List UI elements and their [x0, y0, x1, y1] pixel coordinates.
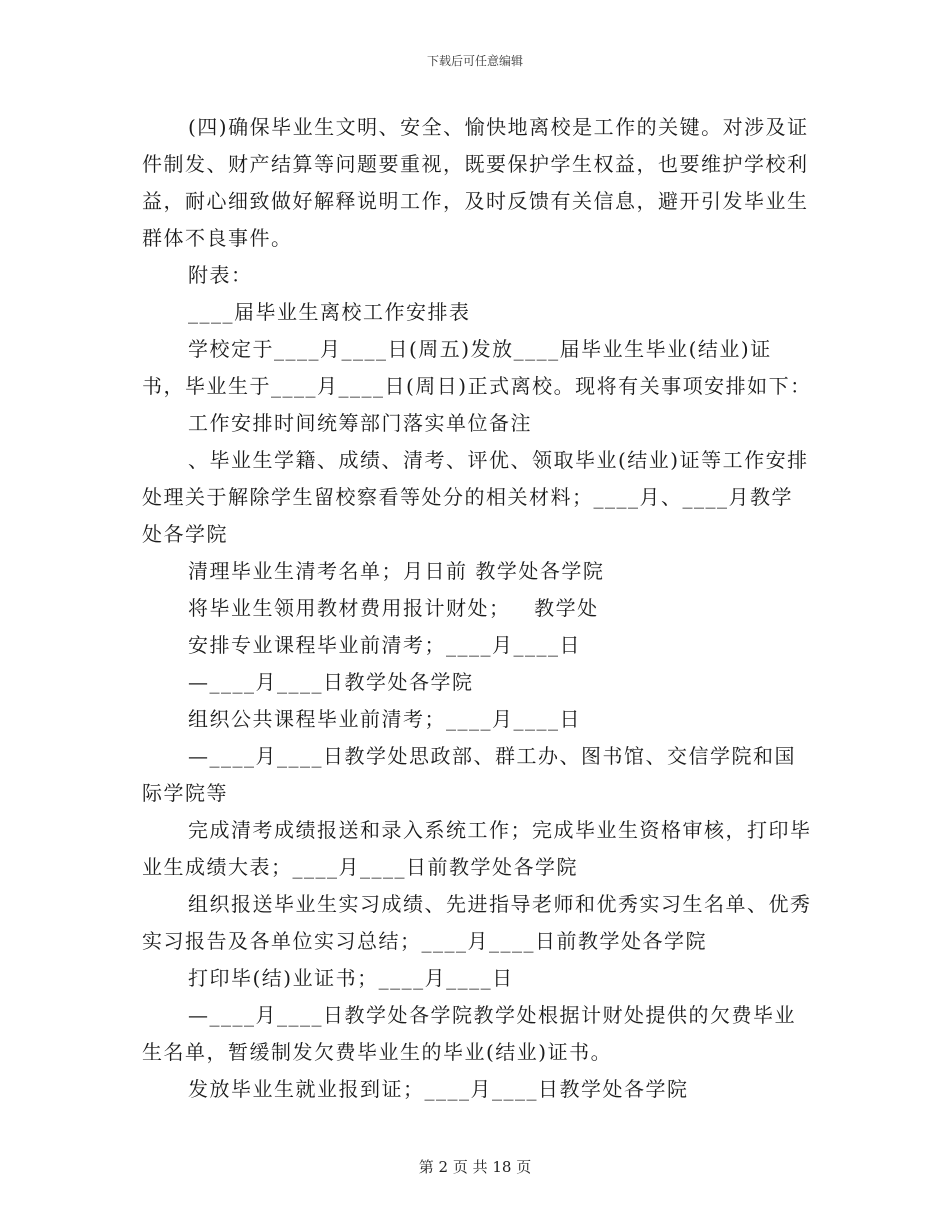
page-footer: 第 2 页 共 18 页	[418, 1158, 532, 1176]
paragraph-grade-submission: 完成清考成绩报送和录入系统工作；完成毕业生资格审核，打印毕业生成绩大表；____月____日前教学处各学院	[142, 818, 812, 879]
paragraph-internship-results: 组织报送毕业生实习成绩、先进指导老师和优秀实习生名单、优秀实习报告及各单位实习总结；____月____日前教学处各学院	[142, 892, 812, 953]
paragraph-appendix-label: 附表：	[188, 263, 253, 287]
paragraph-major-exams-dates: —____月____日教学处各学院	[188, 670, 474, 694]
paragraph-table-title: ____届毕业生离校工作安排表	[188, 300, 471, 324]
page-header: 下载后可任意编辑	[426, 54, 523, 68]
document-body	[142, 109, 817, 1108]
paragraph-table-headers: 工作安排时间统筹部门落实单位备注	[188, 411, 532, 435]
paragraph-public-exams-dates: —____月____日教学处思政部、群工办、图书馆、交信学院和国际学院等	[142, 744, 796, 805]
paragraph-public-exams: 组织公共课程毕业前清考；____月____日	[188, 707, 581, 731]
paragraph-major-exams: 安排专业课程毕业前清考；____月____日	[188, 633, 581, 657]
paragraph-employment-certificate: 发放毕业生就业报到证；____月____日教学处各学院	[188, 1077, 689, 1101]
paragraph-makeup-exam-list: 清理毕业生清考名单；月日前 教学处各学院	[188, 559, 605, 583]
paragraph-print-certificates: 打印毕(结)业证书；____月____日	[188, 966, 514, 990]
paragraph-certificate-arrears: —____月____日教学处各学院教学处根据计财处提供的欠费毕业生名单，暂缓制发欠费毕业生的毕业(结业)证书。	[142, 1003, 796, 1064]
paragraph-schedule-intro: 学校定于____月____日(周五)发放____届毕业生毕业(结业)证书，毕业生于____月____日(周日)正式离校。现将有关事项安排如下：	[142, 337, 812, 398]
paragraph-key-point-four: (四)确保毕业生文明、安全、愉快地离校是工作的关键。对涉及证件制发、财产结算等问题要重视，既要保护学生权益，也要维护学校利益，耐心细致做好解释说明工作，及时反馈有关信息，避开引发毕业生群体不良事件。	[142, 115, 809, 250]
paragraph-status-tasks: 、毕业生学籍、成绩、清考、评优、领取毕业(结业)证等工作安排 处理关于解除学生留校察看等处分的相关材料；____月、____月教学处各学院	[142, 448, 817, 546]
paragraph-textbook-fees: 将毕业生领用教材费用报计财处； 教学处	[188, 596, 599, 620]
